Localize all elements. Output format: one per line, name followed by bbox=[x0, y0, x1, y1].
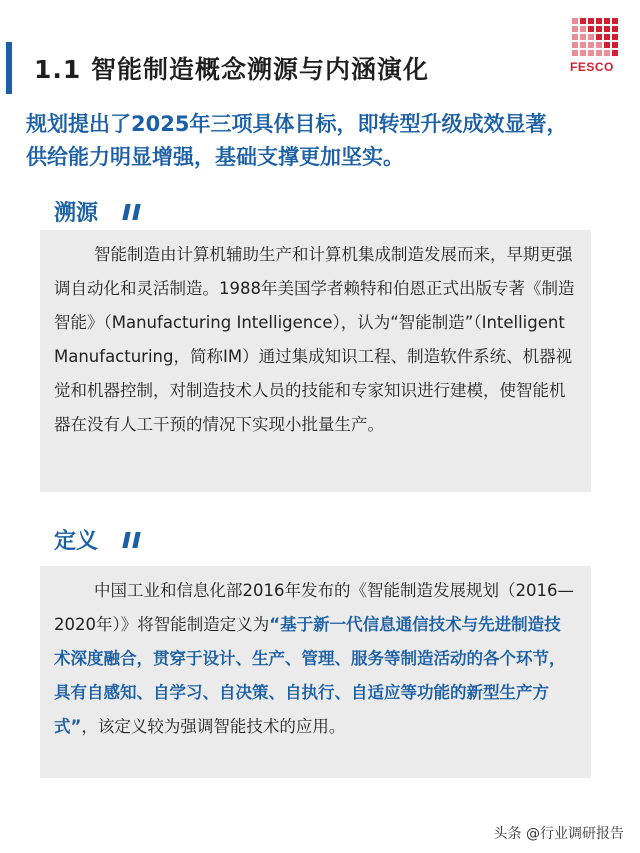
section-heading-label: 定义 bbox=[54, 529, 99, 554]
fesco-logo bbox=[570, 18, 622, 74]
title-accent-bar bbox=[6, 42, 12, 94]
definition-body-tail: ，该定义较为强调智能技术的应用。 bbox=[81, 717, 346, 736]
definition-text-box bbox=[40, 566, 591, 778]
subtitle: 规划提出了2025年三项具体目标，即转型升级成效显著，供给能力明显增强，基础支撑更加坚实。 bbox=[26, 112, 568, 169]
definition-body-text: 中国工业和信息化部2016年发布的《智能制造发展规划（2016—2020年）》将智能制造定义为 bbox=[54, 581, 574, 634]
quote-marks-icon bbox=[124, 204, 139, 220]
page-title: 1.1 智能制造概念溯源与内涵演化 bbox=[34, 55, 429, 84]
definition-highlight-text: “基于新一代信息通信技术与先进制造技术深度融合，贯穿于设计、生产、管理、服务等制造活动的各个环节，具有自感知、自学习、自决策、自执行、自适应等功能的新型生产方式” bbox=[54, 615, 566, 736]
origin-body-text: 智能制造由计算机辅助生产和计算机集成制造发展而来，早期更强调自动化和灵活制造。1988年美国学者赖特和伯恩正式出版专著《制造智能》（Manufacturing Intelligence），认为“智能制造”（Intelligent Manufacturing，简称IM）通过集成知识工程、制造软件系统、机器视觉和机器控制，对制造技术人员的技能和专家知识进行建模，使智能机器在没有人工干预的情况下实现小批量生产。 bbox=[54, 245, 575, 434]
footer-credit: 头条 @行业调研报告 bbox=[493, 826, 624, 842]
section-heading-origin bbox=[54, 196, 139, 227]
section-heading-definition bbox=[54, 524, 139, 555]
logo-text: FESCO bbox=[570, 60, 614, 74]
logo-dot-grid bbox=[572, 18, 622, 56]
origin-text-box bbox=[40, 230, 591, 492]
section-heading-label: 溯源 bbox=[54, 201, 99, 226]
quote-marks-icon bbox=[124, 532, 139, 548]
